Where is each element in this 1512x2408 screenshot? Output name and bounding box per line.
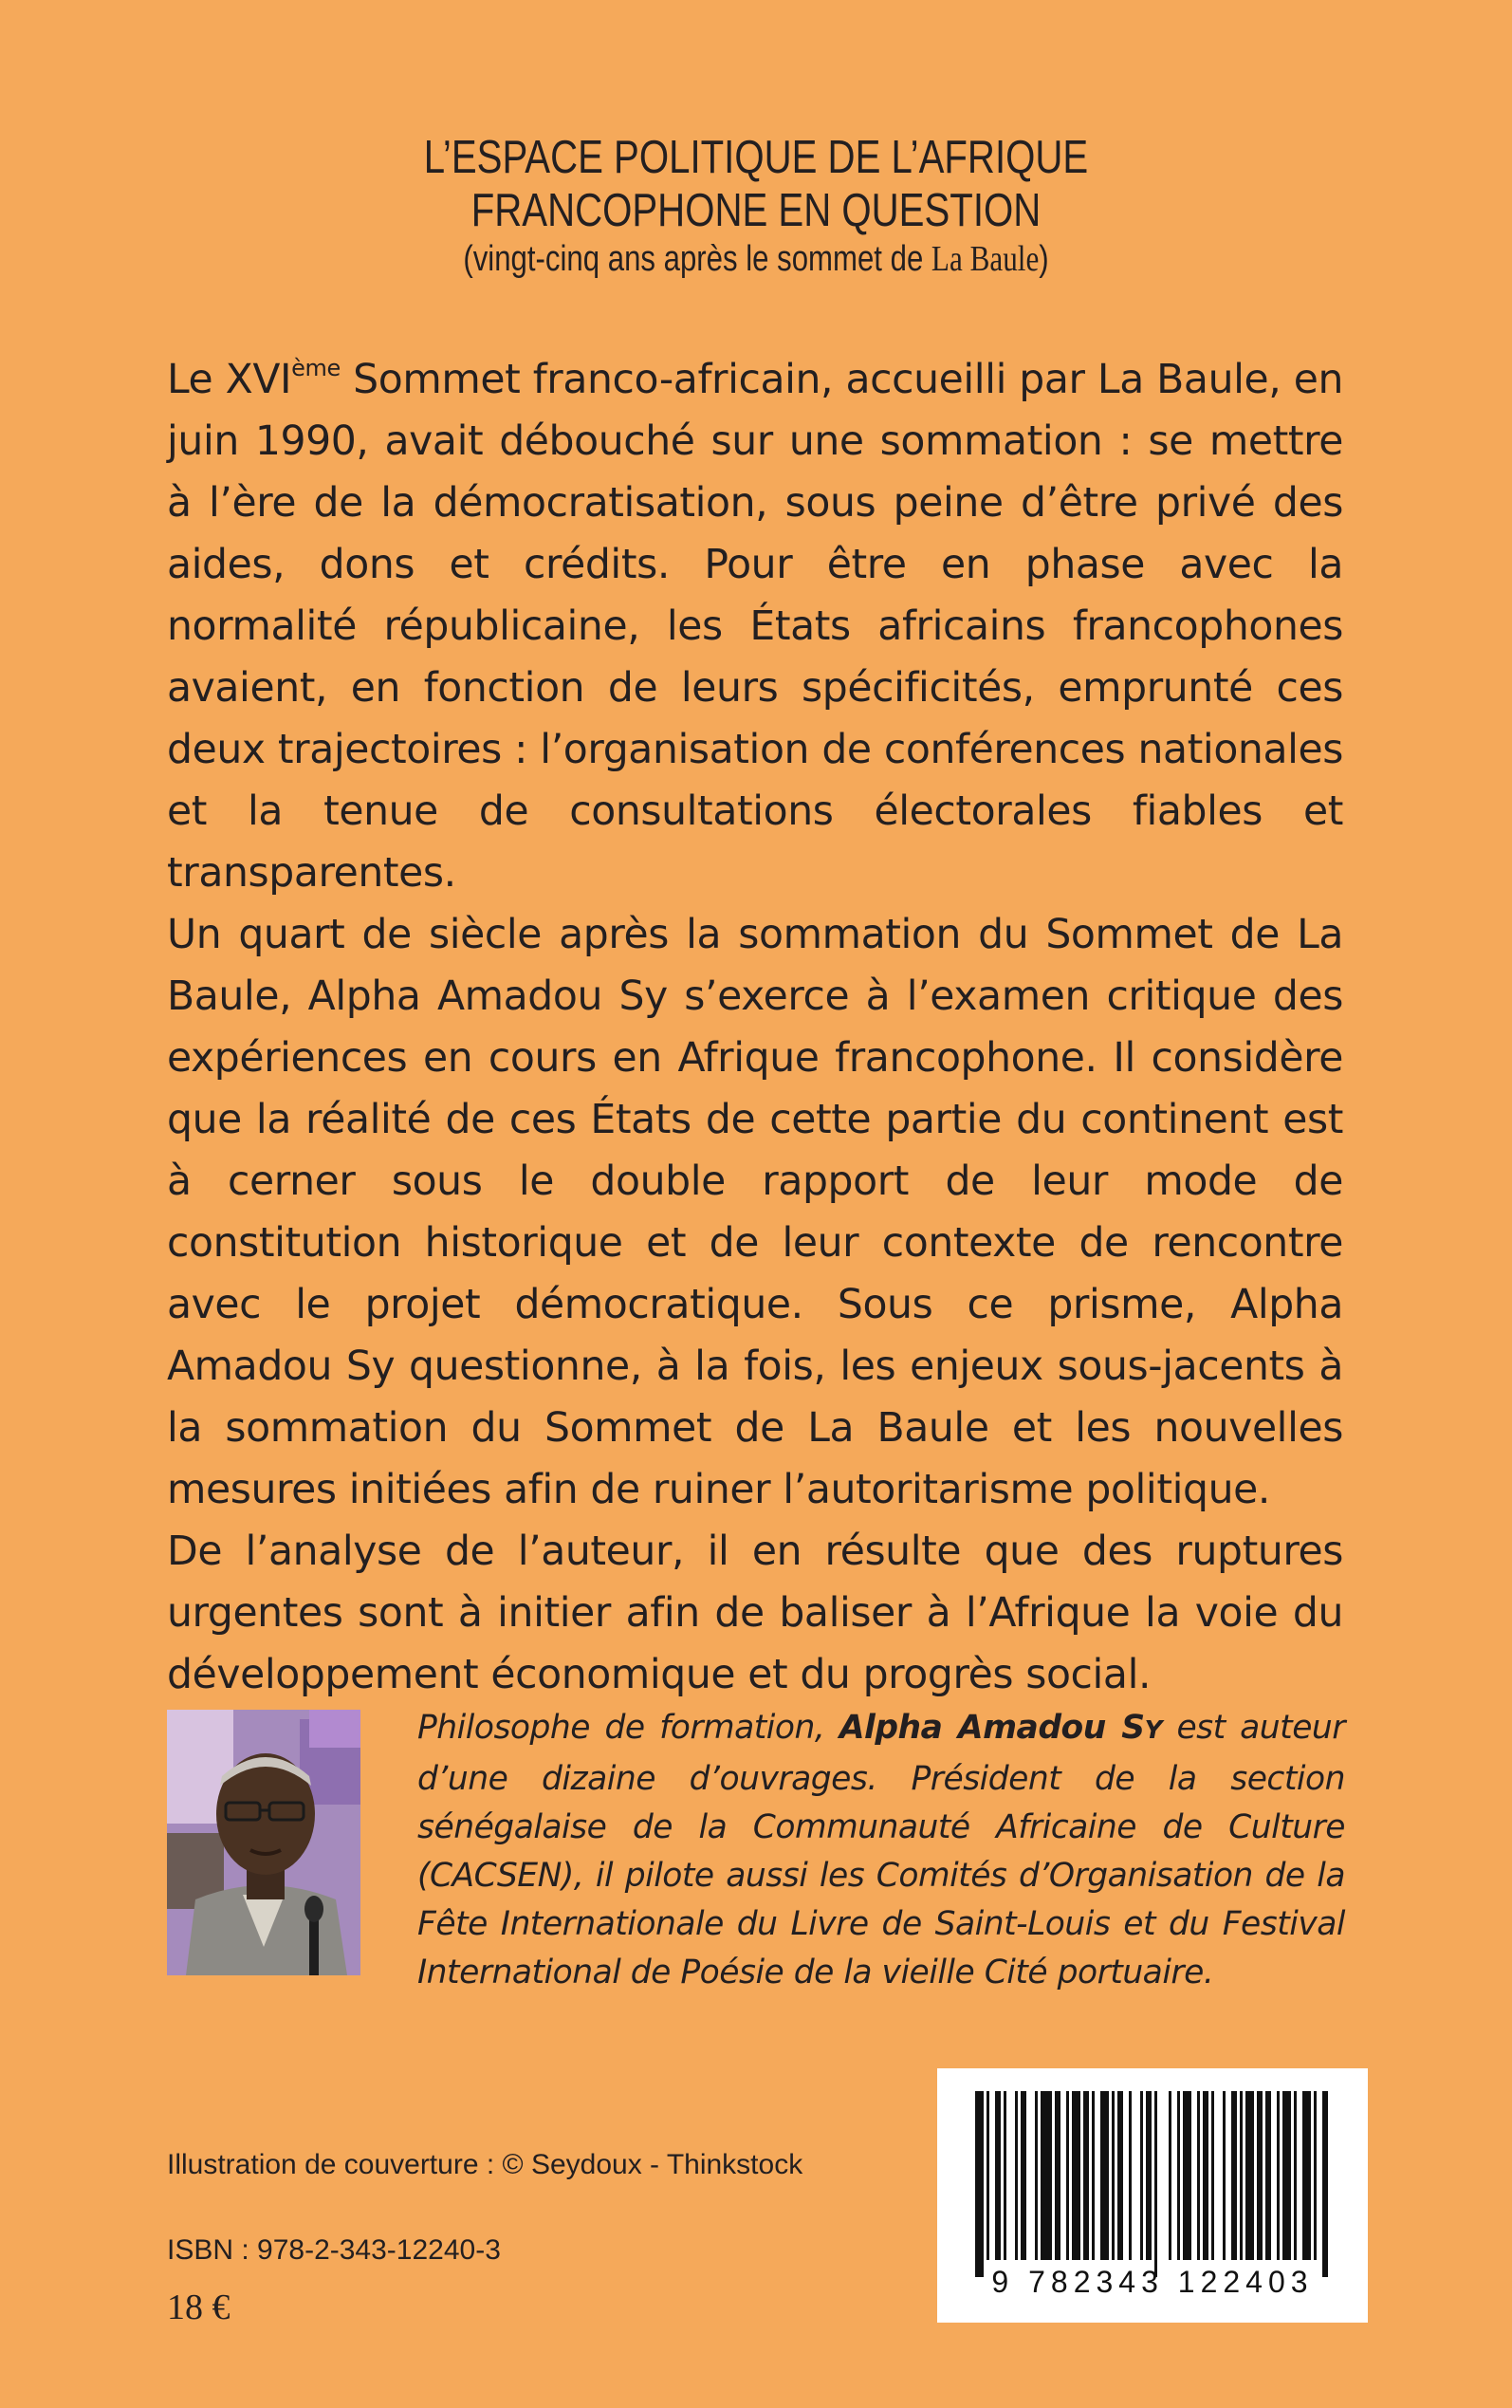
barcode-bar [1129,2091,1132,2260]
author-name-main: Alpha Amadou S [839,1709,1145,1747]
barcode-bar [1055,2091,1060,2260]
subtitle-pre: (vingt-cinq ans après le sommet de [463,239,931,279]
summary-paragraph-1 [167,349,1343,904]
barcode-bar [1112,2091,1115,2260]
barcode-bar [1240,2091,1243,2260]
p1-start: Le XVI [167,357,292,403]
barcode-bar [1021,2091,1026,2260]
barcode-bar [1169,2091,1171,2260]
barcode-bar [1140,2091,1143,2260]
barcode [937,2068,1368,2323]
book-title-line-2: FRANCOPHONE EN QUESTION [470,185,1042,236]
barcode-bar [1282,2091,1291,2260]
barcode-bar [1117,2091,1123,2260]
barcode-bar [1211,2091,1214,2260]
author-bio-paragraph [417,1704,1345,1997]
barcode-digits: 9 782343 122403 [991,2265,1314,2299]
barcode-bar [1015,2091,1018,2260]
barcode-bar [1035,2091,1038,2260]
barcode-bar [1177,2091,1180,2260]
subtitle-place: La Baule [931,239,1040,279]
barcode-bar [1294,2091,1297,2260]
barcode-bar [986,2091,989,2260]
barcode-bar [1314,2091,1317,2260]
bio-post: est auteur d’une dizaine d’ouvrages. Président de la section sénégalaise de la Communauté Africaine de Culture (CACSEN), il pilote aussi les Comités d’Organisation de la Fête Internationale du Livre de Saint-Louis et du Festival International de Poésie de la vieille Cité portuaire. [417,1709,1345,1991]
summary-paragraph-2: Un quart de siècle après la sommation du Sommet de La Baule, Alpha Amadou Sy s’exerce à l’examen critique des expériences en cours en Afrique francophone. Il considère que la réalité de ces États de cette partie du continent est à cerner sous le double rapport de leur mode de constitution historique et de leur contexte de rencontre avec le projet démocratique. Sous ce prisme, Alpha Amadou Sy questionne, à la fois, les enjeux sous-jacents à la sommation du Sommet de La Baule et les nouvelles mesures initiées afin de ruiner l’autoritarisme politique. [167,912,1343,1513]
barcode-bar [1146,2091,1152,2260]
book-price: 18 € [167,2288,230,2327]
barcode-bar [1004,2091,1006,2260]
barcode-bar [1154,2091,1157,2277]
barcode-bar [1257,2091,1263,2260]
barcode-graphic [937,2068,1368,2323]
barcode-bar [1302,2091,1311,2260]
author-name-smallcap: Y [1144,1716,1162,1745]
p1-rest: Sommet franco-africain, accueilli par La Baule, en juin 1990, avait débouché sur une sommation : se mettre à l’ère de la démocratisation, sous peine d’être privé des aides, dons et crédits. Pour être en phase avec la normalité républicaine, les États africains francophones avaient, en fonction de leurs spécificités, emprunté ces deux trajectoires : l’organisation de conférences nationales et la tenue de consultations électorales fiables et transparentes. [167,357,1343,897]
barcode-bar [1203,2091,1208,2260]
p1-superscript: ème [291,355,341,381]
barcode-bar [1322,2091,1328,2277]
cover-illustration-credit: Illustration de couverture : © Seydoux - Thinkstock [167,2149,803,2180]
barcode-bar [1100,2091,1109,2260]
barcode-bar [1223,2091,1226,2260]
barcode-bar [1092,2091,1095,2260]
barcode-bar [1183,2091,1191,2260]
bio-pre: Philosophe de formation, [417,1709,839,1747]
barcode-bar [1072,2091,1080,2260]
barcode-bar [1197,2091,1200,2260]
barcode-bar [1245,2091,1254,2260]
barcode-bar [1066,2091,1069,2260]
author-bio [417,1704,1345,1997]
author-photo [167,1710,360,1975]
isbn-number: ISBN : 978-2-343-12240-3 [167,2234,501,2266]
barcode-bars [975,2091,1328,2277]
author-name [839,1709,1162,1747]
barcode-bar [1265,2091,1271,2260]
summary-paragraph-3: De l’analyse de l’auteur, il en résulte que des ruptures urgentes sont à initier afin de baliser à l’Afrique la voie du développement économique et du progrès social. [167,1528,1343,1698]
book-subtitle [136,237,1375,281]
book-title-line-1: L’ESPACE POLITIQUE DE L’AFRIQUE [423,132,1089,183]
back-cover-summary [167,349,1343,1706]
barcode-bar [975,2091,984,2277]
barcode-bar [1041,2091,1052,2260]
barcode-bar [1083,2091,1089,2260]
book-title-block [0,131,1512,281]
barcode-bar [1277,2091,1280,2260]
subtitle-post: ) [1039,239,1049,279]
barcode-bar [995,2091,1001,2260]
barcode-bar [1231,2091,1237,2260]
